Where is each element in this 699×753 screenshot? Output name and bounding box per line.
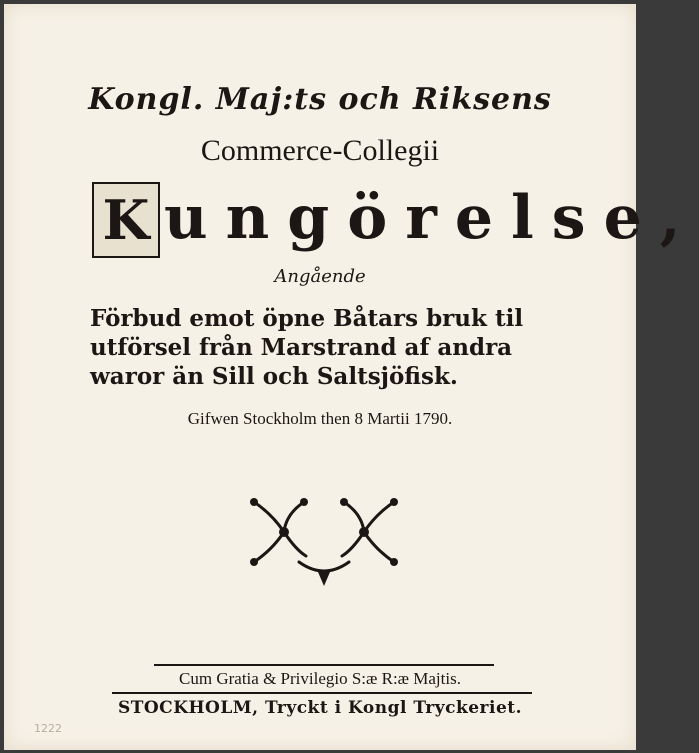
subheading: Angående [274,266,366,287]
heading-line-2: Commerce-Collegii [200,134,440,167]
page-number: 1222 [34,722,62,735]
document-title [92,182,699,272]
decorative-ornament-icon [244,492,404,592]
heading-line-1: Kongl. Maj:ts och Riksens [88,82,552,117]
printer-line: STOCKHOLM, Tryckt i Kongl Tryckeriet. [117,698,523,718]
document-page [4,4,699,750]
given-date-line: Gifwen Stockholm then 8 Martii 1790. [187,409,453,428]
middle-rule [112,692,532,694]
title-text: ungörelse, [164,183,699,253]
top-rule [154,664,494,666]
body-text: Förbud emot öpne Båtars bruk til utförsel från Marstrand af andra waror än Sill och Saltsjöfisk. [90,305,524,390]
privilege-line: Cum Gratia & Privilegio S:æ R:æ Majtis. [179,669,461,688]
title-drop-cap: K [92,182,160,258]
